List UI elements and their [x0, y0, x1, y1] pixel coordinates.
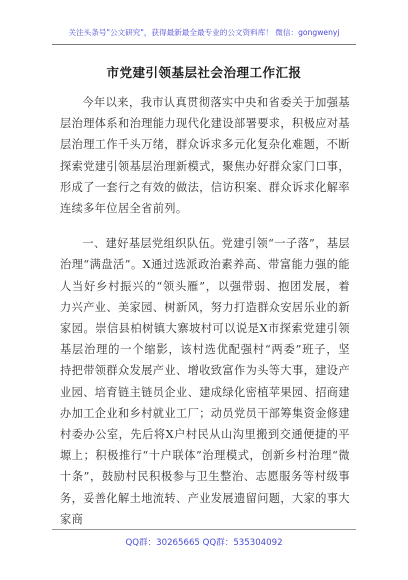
paragraph-section-one: 一、建好基层党组织队伍。党建引领“一子落”，基层治理“满盘活”。X通过选派政治素养高、带富能力强的能人当好乡村振兴的“领头雁”，以强带弱、抱团发展，着力兴产业、美家园、树新风，努力打造群众安居乐业的新家园。崇信县柏树镇大寨坡村可以说是X市探索党建引领基层治理的一个缩影，该村选优配强村“两委”班子，坚持把带领群众发展产业、增收致富作为头等大事，建设产业园、培育链主链员企业、建成绿化密植苹果园、招商建办加工企业和乡村就业工厂；动员党员干部筹集资金修建村委办公室，先后将X户村民从山沟里搬到交通便捷的平塬上；积极推行“十户联体”治理模式，创新乡村治理“微十条”，鼓励村民积极参与卫生整治、志愿服务等村级事务，妥善化解土地流转、产业发展遗留问题，大家的事大家商: [60, 237, 350, 526]
header-promo-note: 关注头条号"公文研究"，获得最新最全最专业的公文资料库！ 微信：gongwenyj: [68, 28, 340, 37]
header-divider: [52, 44, 356, 45]
footer-divider: [52, 529, 356, 530]
footer-qq-groups: QQ群：30265665 QQ群：535304092: [125, 538, 283, 548]
document-title: 市党建引领基层社会治理工作汇报: [106, 65, 302, 80]
paragraph-intro: 今年以来，我市认真贯彻落实中央和省委关于加强基层治理体系和治理能力现代化建设部署要求，积极应对基层治理工作千头万绪，群众诉求多元化复杂化难题，不断探索党建引领基层治理新模式，聚焦办好群众家门口事，形成了一套行之有效的做法，信访积案、群众诉求化解率连续多年位居全省前列。: [60, 96, 350, 216]
document-body: [60, 92, 350, 530]
